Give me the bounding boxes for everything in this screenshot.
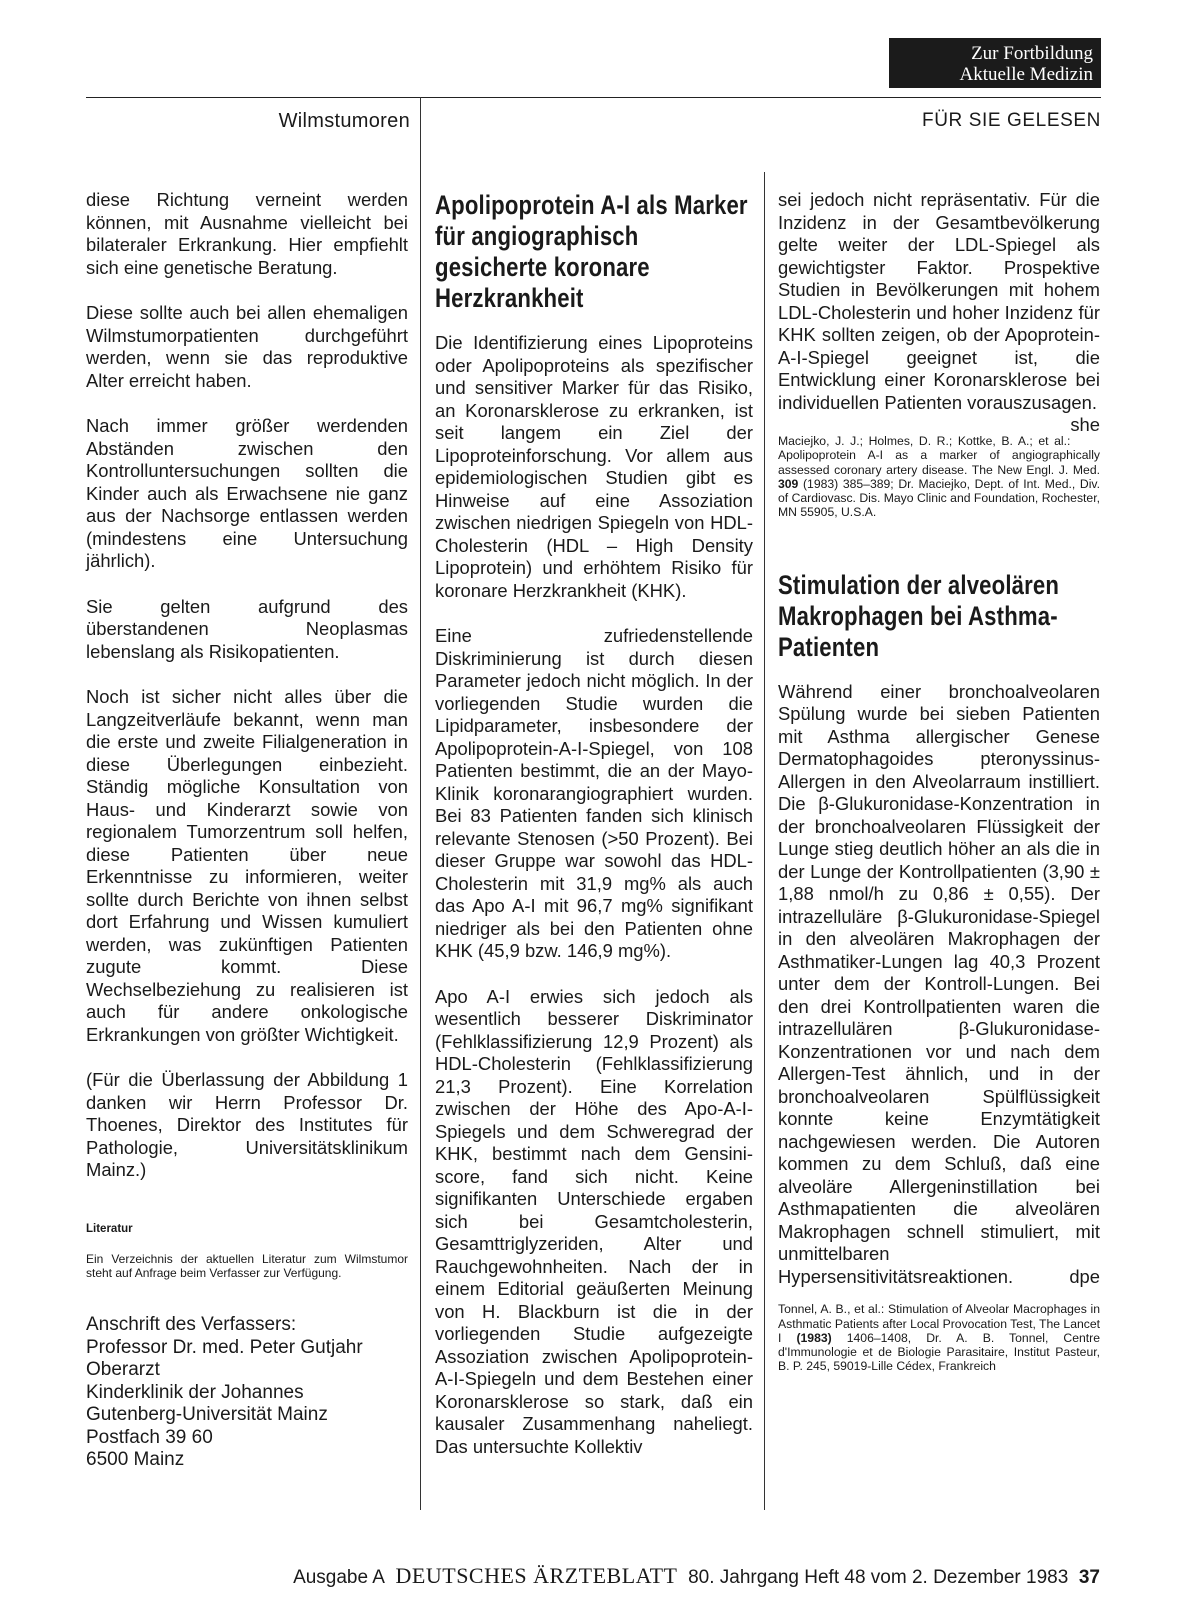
author-address	[86, 1314, 408, 1472]
address-line: Anschrift des Verfassers:	[86, 1314, 297, 1335]
running-head-right: FÜR SIE GELESEN	[922, 110, 1101, 131]
article-2-title: Stimulation der alveolären Makrophagen bei Asthma-Patienten	[778, 569, 1060, 662]
badge-line-1: Zur Fortbildung	[971, 43, 1093, 64]
address-line: Postfach 39 60	[86, 1426, 213, 1448]
reference-volume: 309	[778, 476, 799, 491]
paragraph: Sie gelten aufgrund des überstandenen Neoplasmas lebenslang als Risikopatienten.	[86, 595, 408, 662]
paragraph: Diese sollte auch bei allen ehemaligen Wilmstumorpatienten durchgeführt werden, wenn sie das reproduktive Alter erreicht haben.	[86, 302, 408, 391]
article-2-text: Während einer bronchoalveolaren Spülung wurde bei sieben Patienten mit Asthma allergischer Genese Dermatophagoides pteronyssinus-Allergen in den Alveolarraum instilliert. Die β-Glukuronidase-Konzentration in der bronchoalveolaren Flüssigkeit der Lunge stieg deutlich höher an als die in der Lunge der Kontrollpatienten (3,90 ± 1,88 nmol/h zu 0,86 ± 0,55). Der intrazelluläre β-Glukuronidase-Spiegel in den alveolären Makrophagen der Asthmatiker-Lungen lag 40,3 Prozent unter dem der Kontroll-Lungen. Bei den drei Kontrollpatienten waren die intrazellulären β-Glukuronidase-Konzentrationen vor und nach dem Allergen-Test ähnlich, und in der bronchoalveolaren Spülflüssigkeit konnte keine Enzymtätigkeit nachgewiesen werden. Die Autoren kommen zu dem Schluß, daß eine alveoläre Allergeninstillation bei Asthmapatienten die alveolären Makrophagen schnell stimuliert, mit unmittelbaren Hypersensitivitätsreaktionen.	[778, 680, 1100, 1287]
paragraph	[778, 189, 1100, 435]
reference-text: (1983) 385–389; Dr. Maciejko, Dept. of Int. Med., Div. of Cardiovasc. Dis. Mayo Clinic and Foundation, Rochester, MN 55905, U.S.A.	[778, 476, 1100, 520]
column-middle	[435, 190, 753, 1481]
paragraph: Nach immer größer werdenden Abständen zwischen den Kontrolluntersuchungen sollten die Kinder auch als Erwachsene nie ganz aus der Nachsorge entlassen werden (mindestens eine Untersuchung jährlich).	[86, 415, 408, 571]
page-footer	[0, 1563, 1100, 1589]
column-left	[86, 189, 408, 1472]
page-number: 37	[1078, 1567, 1100, 1588]
literature-note: Ein Verzeichnis der aktuellen Literatur zum Wilmstumor steht auf Anfrage beim Verfasser zur Verfügung.	[86, 1252, 408, 1280]
footer-issue: 80. Jahrgang Heft 48 vom 2. Dezember 1983	[688, 1567, 1069, 1588]
reference-text: Tonnel, A. B., et al.: Stimulation of Alveolar Macrophages in Asthmatic Patients after Local Provocation Test, The Lancet I	[778, 1302, 1101, 1345]
column-divider-left	[420, 97, 421, 1510]
reference-text: Maciejko, J. J.; Holmes, D. R.; Kottke, B. A.; et al.: Apolipoprotein A-I as a marker of angiographically assessed coronary artery disease. The New Engl. J. Med.	[778, 434, 1100, 477]
article-1-reference	[778, 434, 1100, 520]
reference-text: 1406–1408, Dr. A. B. Tonnel, Centre d'Immunologie et de Biologie Parasitaire, Institut Pasteur, B. P. 245, 59019-Lille Cédex, Frankreich	[778, 1330, 1100, 1374]
badge-line-2: Aktuelle Medizin	[959, 64, 1093, 85]
column-right	[778, 189, 1100, 1374]
article-1-signature: she	[1070, 414, 1100, 435]
paragraph: Eine zufriedenstellende Diskriminierung ist durch diesen Parameter jedoch nicht möglich. In der vorliegenden Studie wurden die Lipidparameter, insbesondere der Apolipoprotein-A-I-Spiegel, von 108 Patienten bestimmt, die an der Mayo-Klinik koronarangiographiert wurden. Bei 83 Patienten fanden sich klinisch relevante Stenosen (>50 Prozent). Bei dieser Gruppe war sowohl das HDL-Cholesterin mit 31,9 mg% als auch das Apo A-I mit 96,7 mg% signifikant niedriger als bei den Patienten ohne KHK (45,9 bzw. 146,9 mg%).	[435, 625, 753, 961]
literature-heading: Literatur	[86, 1222, 133, 1235]
header-rule	[86, 97, 1101, 98]
paragraph: Die Identifizierung eines Lipoproteins oder Apolipoproteins als spezifischer und sensitiver Marker für das Risiko, an Koronarsklerose zu erkranken, ist seit langem ein Ziel der Lipoproteinforschung. Vor allem aus epidemiologischen Studien gibt es Hinweise auf eine Assoziation zwischen niedrigen Spiegeln von HDL-Cholesterin (HDL – High Density Lipoprotein) und erhöhtem Risiko für koronare Herzkrankheit (KHK).	[435, 332, 753, 601]
address-line: Kinderklinik der Johannes	[86, 1381, 304, 1403]
article-1-continuation: sei jedoch nicht repräsentativ. Für die Inzidenz in der Gesamtbevölkerung gelte weiter der LDL-Spiegel als gewichtigster Faktor. Prospektive Studien in Bevölkerungen mit hohem LDL-Cholesterin und hoher Inzidenz für KHK sollten zeigen, ob der Apoprotein-A-I-Spiegel geeignet ist, die Entwicklung einer Koronarsklerose bei individuellen Patienten vorauszusagen.	[778, 189, 1100, 413]
paragraph: Noch ist sicher nicht alles über die Langzeitverläufe bekannt, wenn man die erste und zweite Filialgeneration in diese Überlegungen einbezieht. Ständig mögliche Konsultation von Haus- und Kinderarzt sowie von regionalem Tumorzentrum soll helfen, diese Patienten über neue Erkenntnisse zu informieren, weiter sollte durch Berichte von ihnen selbst dort Erfahrung und Wissen kumuliert werden, was zukünftigen Patienten zugute kommt. Diese Wechselbeziehung zu realisieren ist auch für andere onkologische Erkrankungen von größter Wichtigkeit.	[86, 686, 408, 1045]
address-line: Oberarzt	[86, 1359, 160, 1380]
footer-edition: Ausgabe A	[293, 1567, 385, 1588]
article-2-signature: dpe	[1069, 1265, 1100, 1287]
address-line: 6500 Mainz	[86, 1449, 185, 1470]
footer-journal: DEUTSCHES ÄRZTEBLATT	[395, 1563, 678, 1588]
section-badge	[889, 38, 1101, 88]
article-2-reference	[778, 1302, 1100, 1373]
paragraph: (Für die Überlassung der Abbildung 1 danken wir Herrn Professor Dr. Thoenes, Direktor des Institutes für Pathologie, Universitätsklinikum Mainz.)	[86, 1069, 408, 1180]
paragraph	[778, 681, 1100, 1289]
paragraph: Apo A-I erwies sich jedoch als wesentlich besserer Diskriminator (Fehlklassifizierung 12,9 Prozent) als HDL-Cholesterin (Fehlklassifizierung 21,3 Prozent). Eine Korrelation zwischen der Höhe des Apo-A-I-Spiegels und dem Schweregrad der KHK, bestimmt nach dem Gensini-score, fand sich nicht. Keine signifikanten Unterschiede ergaben sich bei Gesamtcholesterin, Gesamttriglyzeriden, Alter und Rauchgewohnheiten. Nach der in einem Editorial geäußerten Meinung von H. Blackburn ist die in der vorliegenden Studie aufgezeigte Assoziation zwischen Apolipoprotein-A-I-Spiegeln und dem Bestehen einer Koronarsklerose so stark, daß ein kausaler Zusammenhang naheliegt. Das untersuchte Kollektiv	[435, 985, 753, 1457]
address-line: Gutenberg-Universität Mainz	[86, 1404, 328, 1425]
column-divider-right	[764, 172, 765, 1510]
article-1-title: Apolipoprotein A-I als Marker für angiographisch gesicherte koronare Herzkrankheit	[435, 190, 748, 313]
paragraph: diese Richtung verneint werden können, mit Ausnahme vielleicht bei bilateraler Erkrankung. Hier empfiehlt sich eine genetische Beratung.	[86, 189, 408, 278]
reference-year: (1983)	[796, 1330, 832, 1345]
address-line: Professor Dr. med. Peter Gutjahr	[86, 1336, 363, 1358]
running-head-left: Wilmstumoren	[278, 110, 410, 132]
